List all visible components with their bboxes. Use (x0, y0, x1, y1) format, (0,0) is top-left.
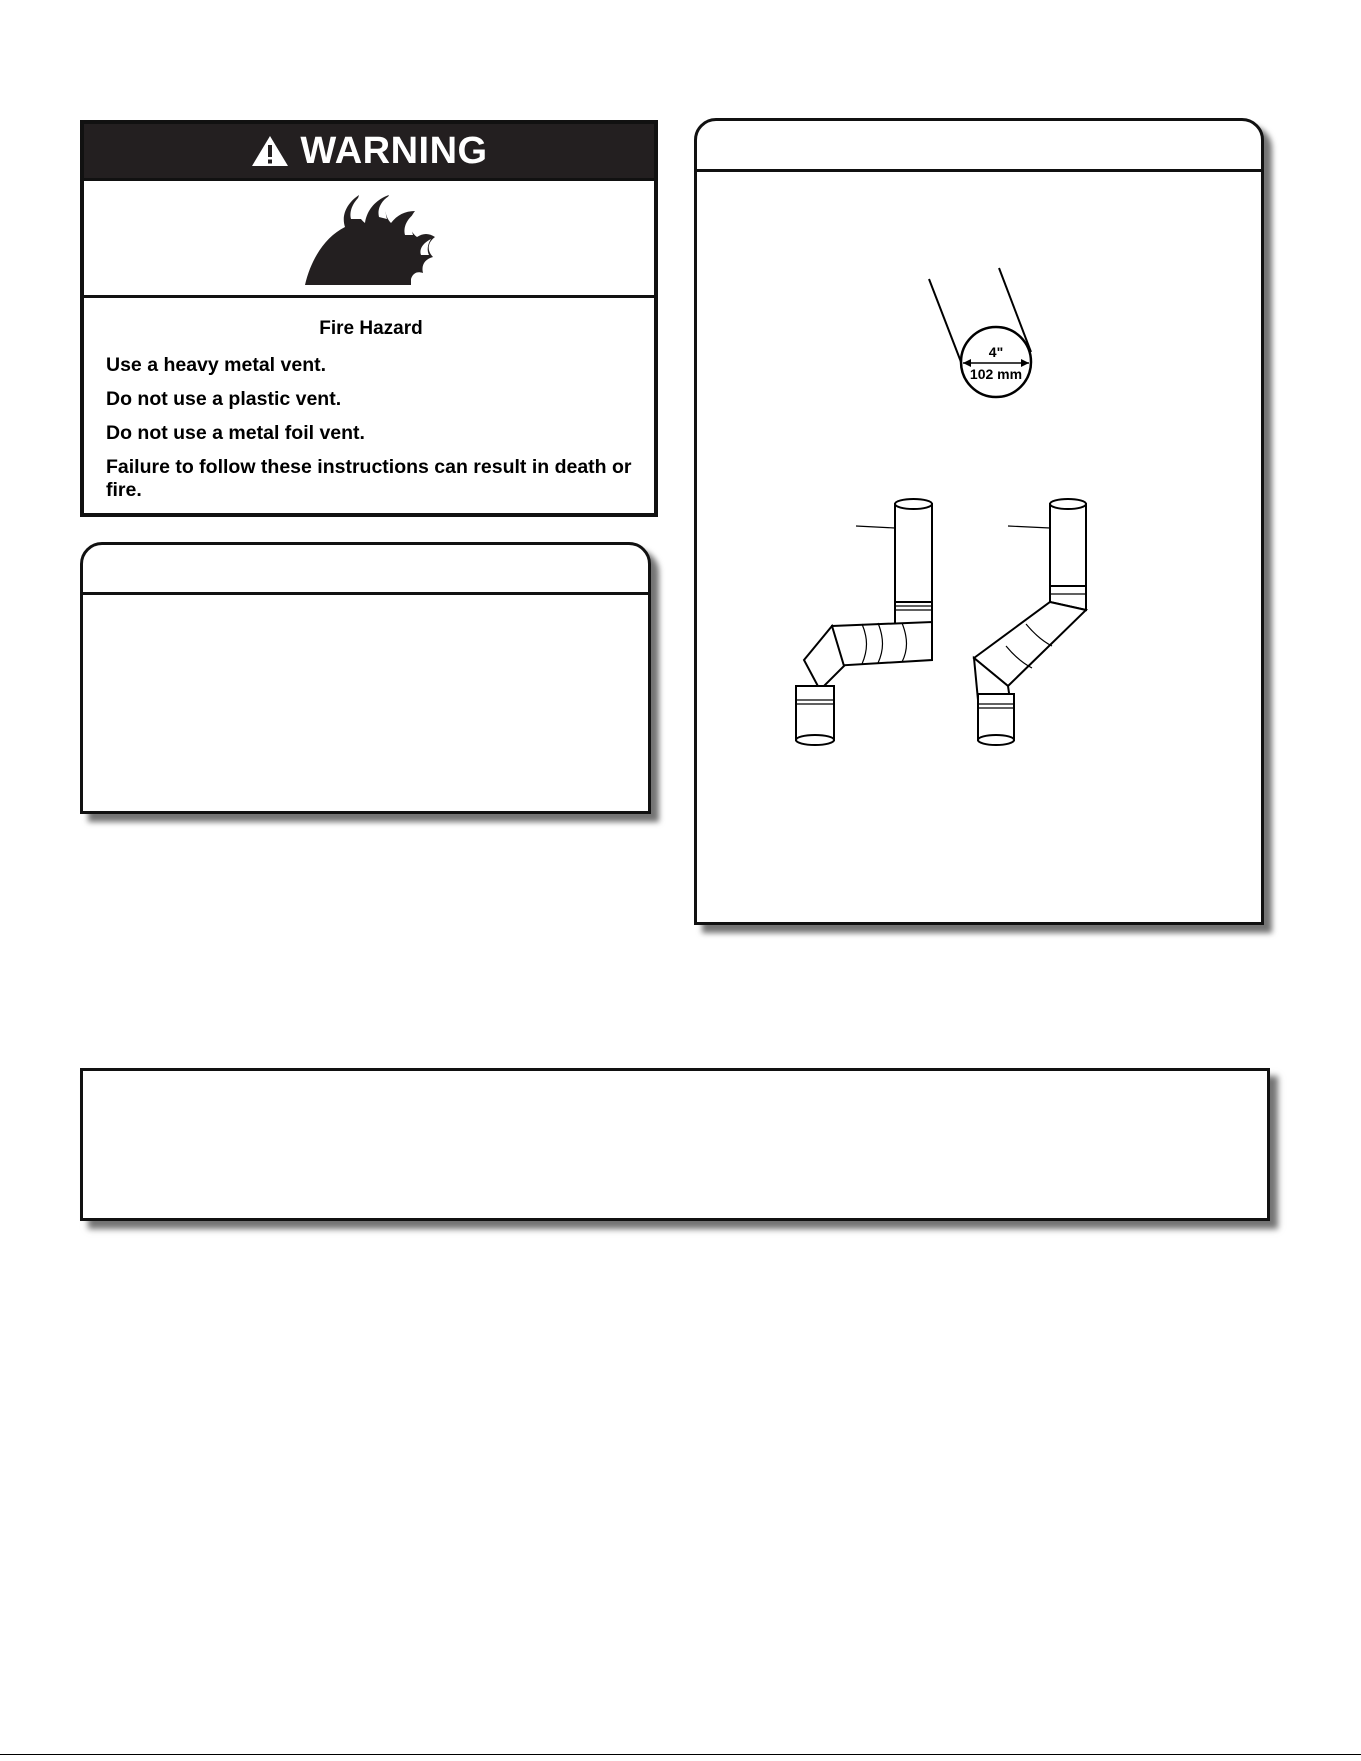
alert-triangle-icon (250, 134, 290, 168)
page-footer-rule (0, 1754, 1361, 1755)
warning-header (84, 124, 654, 178)
pictogram-band (84, 178, 654, 298)
hazard-title: Fire Hazard (319, 318, 423, 339)
duct-diameter-mm: 102 mm (969, 366, 1023, 382)
warning-text (106, 318, 636, 513)
warning-line: Do not use a metal foil vent. (106, 422, 365, 444)
fire-icon (301, 189, 441, 289)
info-panel-left (80, 542, 651, 814)
panel-tab-divider (697, 169, 1261, 172)
offset-elbow-duct-left (796, 499, 932, 745)
warning-line: Failure to follow these instructions can result in death or fire. (106, 456, 632, 501)
panel-tab-divider (83, 592, 648, 595)
warning-line: Use a heavy metal vent. (106, 354, 327, 376)
warning-box (80, 120, 658, 517)
duct-diameter-figure (925, 266, 1045, 406)
duct-diameter-inches: 4" (988, 344, 1004, 360)
info-panel-bottom (80, 1068, 1270, 1221)
warning-title: WARNING (300, 129, 488, 172)
warning-line: Do not use a plastic vent. (106, 388, 342, 410)
offset-duct-figures (782, 490, 1122, 750)
